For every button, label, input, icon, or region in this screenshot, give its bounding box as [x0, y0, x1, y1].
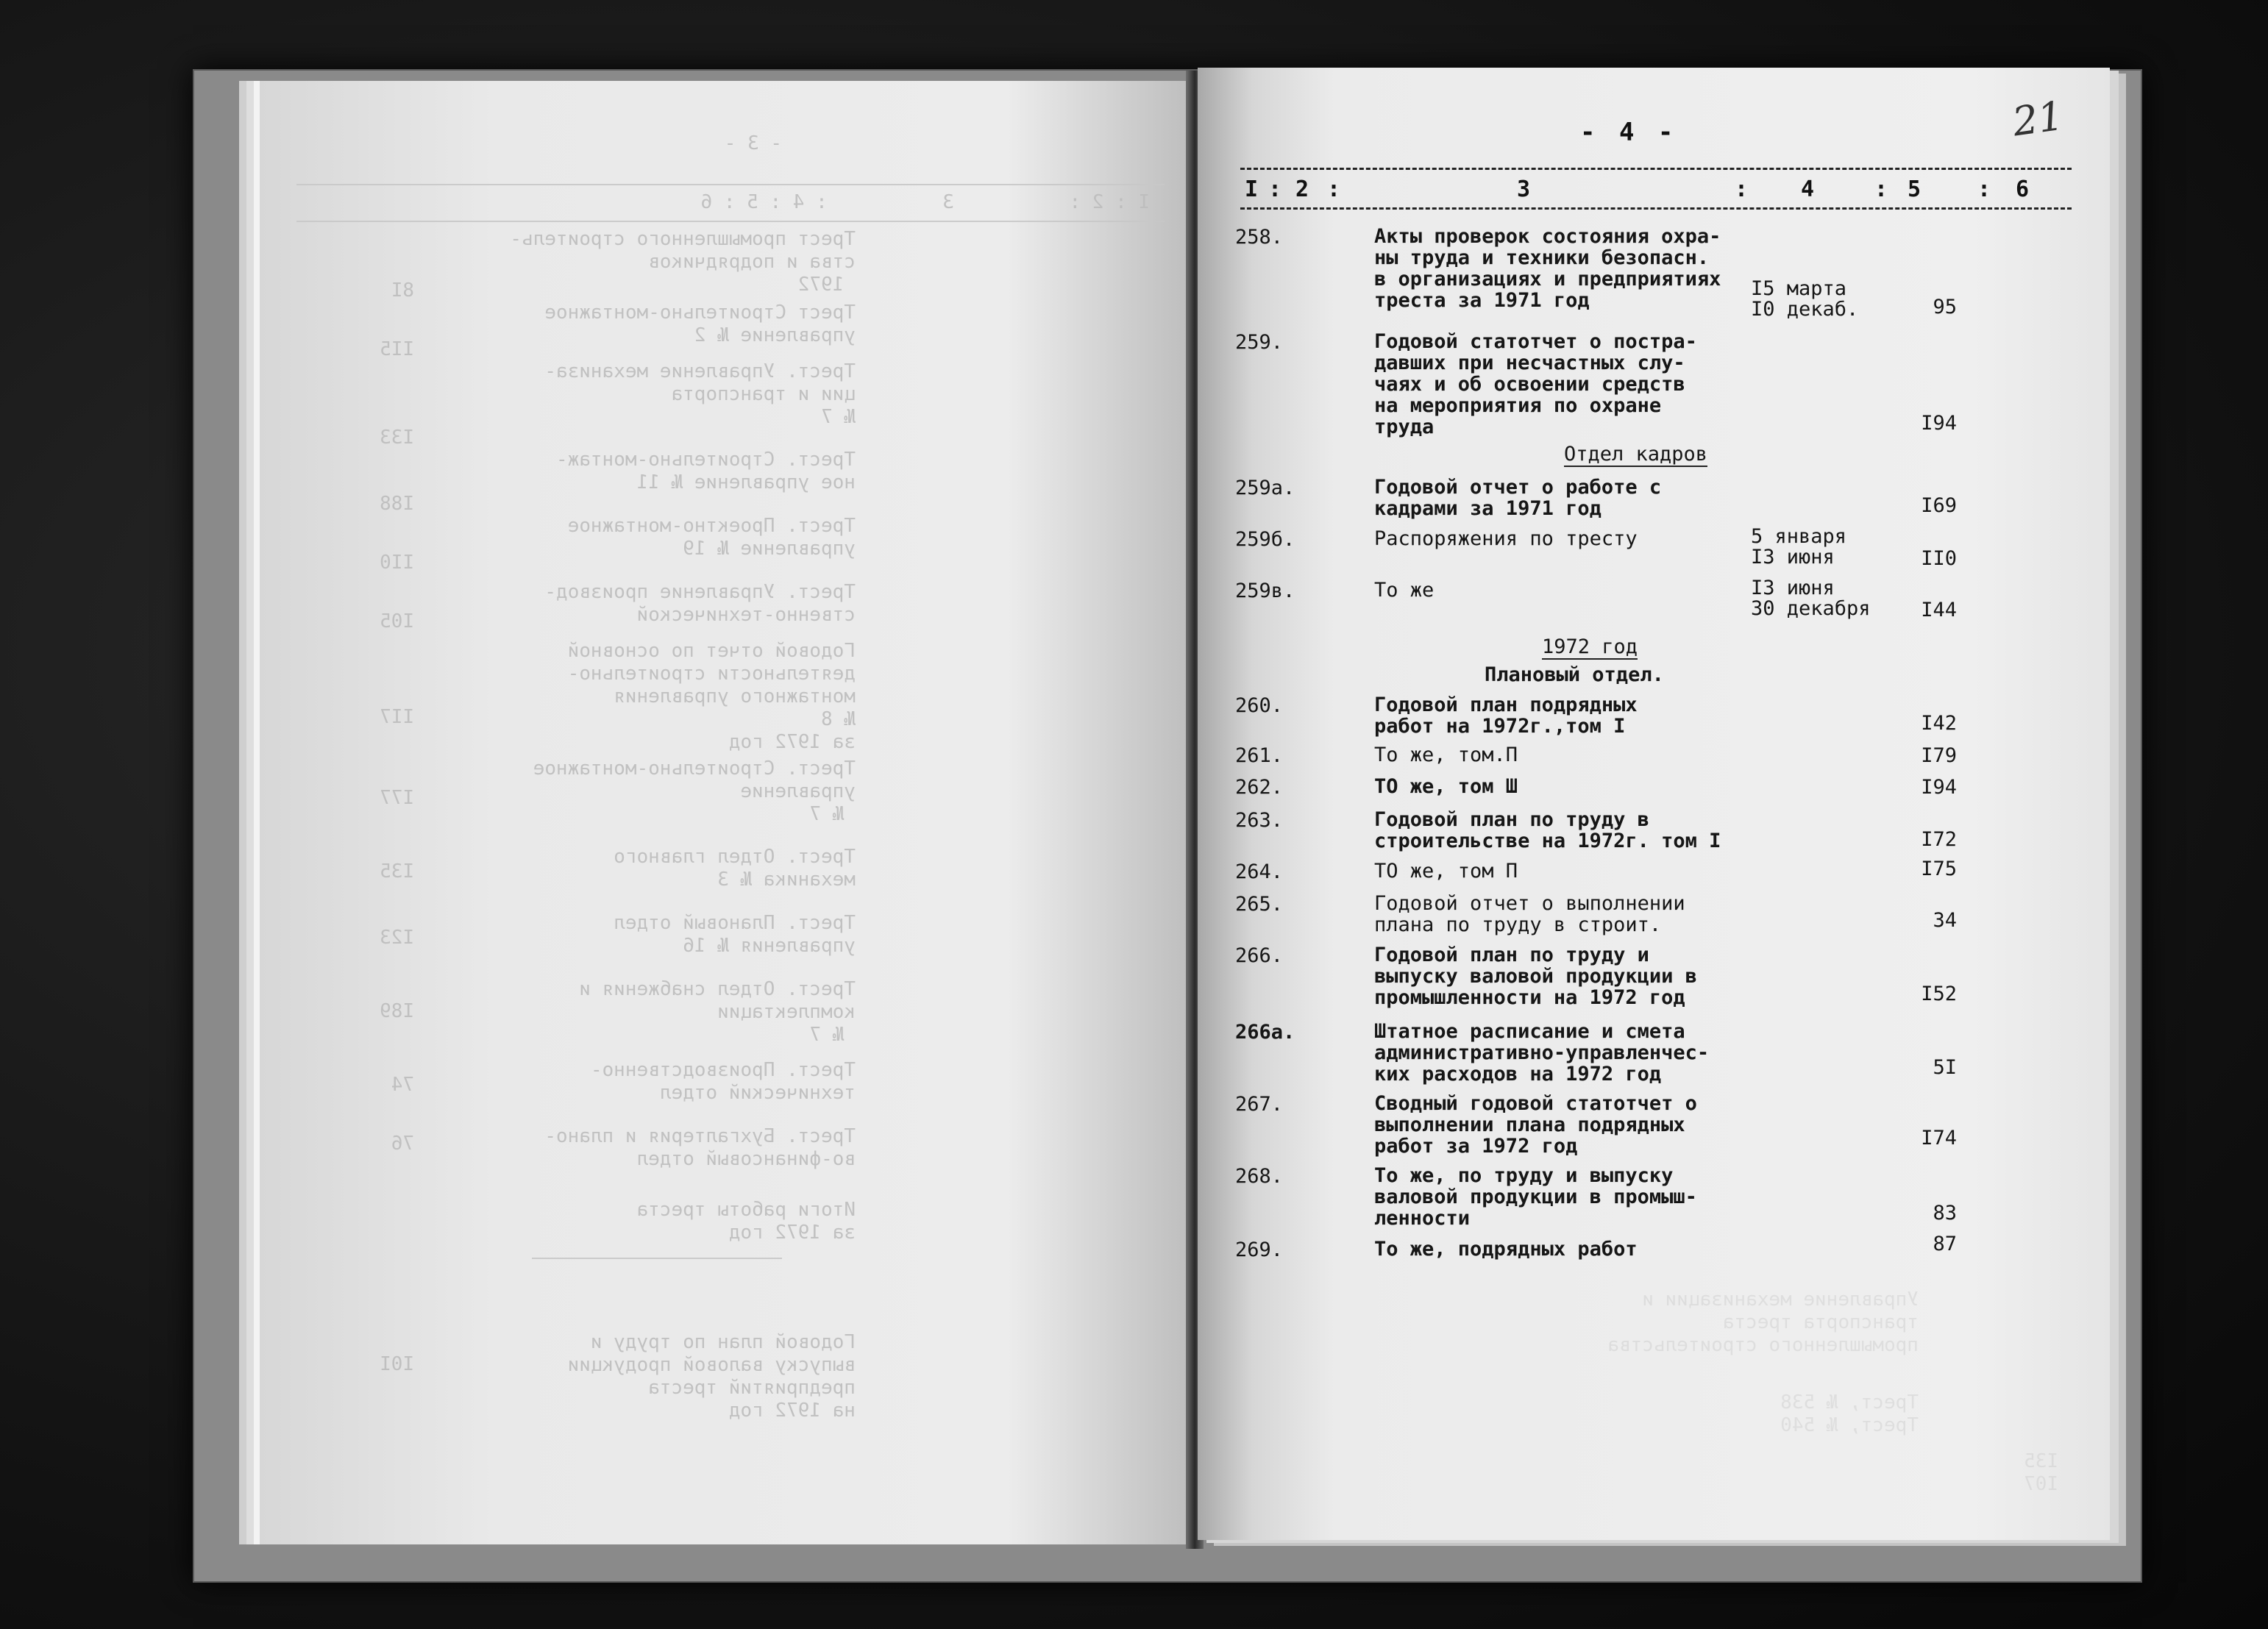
row-number: 262.: [1235, 776, 1284, 799]
row-sheet-count: I79: [1921, 744, 1957, 767]
row-title: Распоряжения по тресту: [1374, 527, 1638, 550]
row-title: Годовой план по труду в строительстве на 1972г. том I: [1374, 808, 1721, 852]
section-heading-personnel: Отдел кадров: [1564, 443, 1708, 466]
row-sheet-count: I52: [1921, 983, 1957, 1005]
row-dates: I5 марта I0 декаб.: [1751, 277, 1859, 321]
folio-handwritten-number: 21: [2009, 92, 2066, 146]
row-sheet-count: 95: [1933, 296, 1957, 318]
row-dates: I3 июня 30 декабря: [1751, 577, 1871, 620]
row-sheet-count: I74: [1921, 1127, 1957, 1149]
row-sheet-count: 87: [1933, 1233, 1957, 1255]
row-title: Годовой отчет о работе с кадрами за 1971 год: [1374, 476, 1662, 520]
row-title: Годовой статотчет о постра- давших при несчастных слу- чаях и об освоении средств на мероприятия по охране труда: [1374, 330, 1697, 438]
row-number: 259а.: [1235, 477, 1295, 499]
row-title: Годовой отчет о выполнении плана по труду в строит.: [1374, 892, 1685, 936]
section-heading-planning: Плановый отдел.: [1485, 663, 1664, 686]
row-sheet-count: I69: [1921, 494, 1957, 517]
row-title: Годовой план по труду и выпуску валовой продукции в промышленности на 1972 год: [1374, 944, 1697, 1009]
col-5-header: 5: [1908, 177, 1922, 202]
row-title: То же, подрядных работ: [1374, 1238, 1638, 1261]
page-number: - 4 -: [1580, 118, 1678, 147]
row-number: 265.: [1235, 893, 1284, 916]
header-rule-bottom: [1240, 207, 2072, 210]
row-number: 259.: [1235, 331, 1284, 354]
row-number: 263.: [1235, 809, 1284, 832]
row-sheet-count: 5I: [1933, 1056, 1957, 1079]
row-sheet-count: I94: [1921, 776, 1957, 799]
mirrored-reverse-text-image: - 3 - I : 2 : 3 : 4 : 5 : 6 Трест промышленного строитель- ства и подрядчиков 1972 Трест Строительно-монтажное управление № 2 Трест. Управление механиза- ции и транспорта № 7 Трест. Строительно-монтаж- ное управление № 11 Трест. Проектно-монтажное управление № 19 Трест. Управление производ- ственно-технической Годовой отчет по основной деятельности строительно- монтажного управления № 8 за 1972 год Трест. Строительно-монтажное управление № 7 Трест. Отдел главного механика № 3 Трест. Плановый отдел управления № 16 Трест. Отдел снабжения и комплектации № 7 Трест. Производственно- технический отдел Трест. Бухгалтерия и плано- во-финансовый отдел Итоги работы треста за 1972 год Годовой план по труду и выпуску валовой продукции предприятий треста на 1972 год 8I II5 I33 I88 II0 I05 II7 I77 I35 I23 I89 74 76 I0I: [260, 81, 1194, 1544]
row-title: ТО же, том П: [1374, 860, 1518, 883]
row-sheet-count: I44: [1921, 599, 1957, 621]
row-number: 268.: [1235, 1165, 1284, 1188]
row-number: 269.: [1235, 1238, 1284, 1261]
col-1-header: I: [1245, 177, 1259, 202]
row-title: Акты проверок состояния охра- ны труда и техники безопасн. в организациях и предприятиях треста за 1971 год: [1374, 225, 1721, 312]
row-number: 266а.: [1235, 1021, 1295, 1044]
row-sheet-count: II0: [1921, 547, 1957, 570]
row-title: То же: [1374, 579, 1435, 602]
row-sheet-count: 83: [1933, 1202, 1957, 1225]
row-title: То же, по труду и выпуску валовой продукции в промыш- ленности: [1374, 1164, 1697, 1230]
row-title: Сводный годовой статотчет о выполнении плана подрядных работ за 1972 год: [1374, 1092, 1697, 1158]
col-4-header: 4: [1801, 177, 1815, 202]
row-number: 267.: [1235, 1093, 1284, 1116]
row-dates: 5 января I3 июня: [1751, 525, 1847, 568]
col-6-header: 6: [2016, 177, 2030, 202]
row-number: 258.: [1235, 226, 1284, 249]
row-sheet-count: 34: [1933, 909, 1957, 932]
col-2-header: 2: [1295, 177, 1309, 202]
row-sheet-count: I94: [1921, 412, 1957, 435]
row-number: 266.: [1235, 944, 1284, 967]
row-number: 261.: [1235, 744, 1284, 767]
row-title: Штатное расписание и смета административно-управленчес- ких расходов на 1972 год: [1374, 1020, 1710, 1086]
row-number: 260.: [1235, 694, 1284, 717]
row-sheet-count: I42: [1921, 712, 1957, 735]
row-title: Годовой план подрядных работ на 1972г.,том I: [1374, 694, 1638, 738]
section-heading-year: 1972 год: [1542, 635, 1638, 658]
row-title: То же, том.П: [1374, 744, 1518, 766]
right-page: - 4 - 21 I 2 3 4 5 6 : : : : : 258. Акты проверок состояния охра- ны труда и техники безопасн. в организациях и предприятиях треста за 1971 год I5 марта I0 декаб. 95 259. Годовой статотчет о постра- давших при несчастных слу- чаях и об освоении средств на мероприятия по охране труда I94 Отдел кадров 259а. Годовой отчет о работе с кадрами за 1971 год I69 259б. Распоряжения по тресту 5 января I3 июня II0 259в. То же I3 июня 30 декабря I44 1972 год Плановый отдел. 260. Годовой план подрядных работ на 1972г.,том I I42 261. То же, том.П I79 262. ТО же, том Ш I94 263. Годовой план по труду в строительстве на 1972г. том I I72 264. ТО же, том П I75 265. Годовой отчет о выполнении плана по труду в строит. 34 266. Годовой план по труду и выпуску валовой продукции в промышленности на 1972 год I52 266а. Штатное расписание и смета административно-управленчес- ких расходов на 1972 год 5I 267. Сводный годовой статотчет о выполнении плана подрядных работ за 1972 год I74 268. То же, по труду и выпуску валовой продукции в промыш- ленности 83 269. То же, подрядных работ 87 Управление механизации и транспорта треста промышленного строительства Трест, № 538 Трест, № 540 I35 I07: [1198, 68, 2110, 1540]
row-number: 259в.: [1235, 580, 1295, 602]
row-title: ТО же, том Ш: [1374, 775, 1518, 798]
row-sheet-count: I75: [1921, 858, 1957, 880]
col-3-header: 3: [1517, 177, 1531, 202]
reverse-side-bleed-image: Управление механизации и транспорта треста промышленного строительства Трест, № 538 Трест, № 540 I35 I07: [1607, 1288, 2058, 1495]
row-number: 259б.: [1235, 528, 1295, 551]
left-page-bleed-through: [254, 81, 1194, 1544]
row-number: 264.: [1235, 860, 1284, 883]
row-sheet-count: I72: [1921, 828, 1957, 851]
header-rule-top: [1240, 168, 2072, 170]
